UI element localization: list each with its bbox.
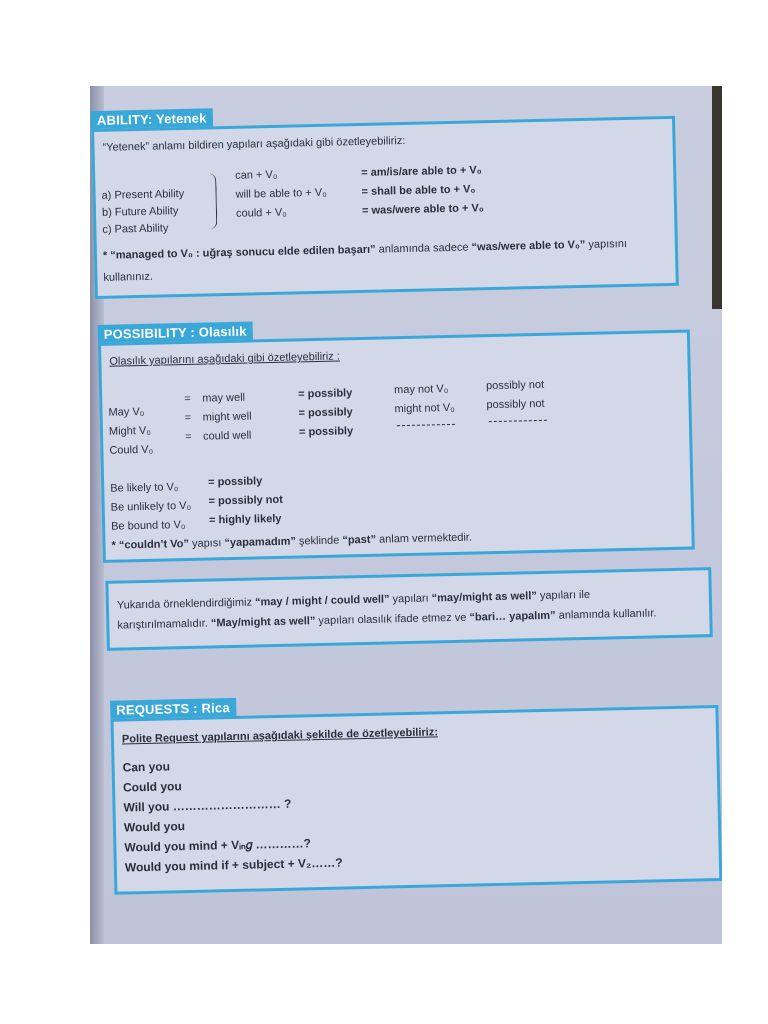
ability-intro: “Yetenek” anlamı bildiren yapıları aşağıdaki gibi özetleyebiliriz: [102,134,406,154]
ability-form: can + V₀ [235,168,278,182]
likely-form: Be likely to V₀ [110,481,179,495]
dashed-placeholder [489,420,547,422]
modal: Might V₀ [108,424,151,438]
page-photo [90,86,722,944]
likely-meaning: = highly likely [208,512,282,527]
ability-section-label: ABILITY: Yetenek [91,108,213,130]
note-emphasis: “may/might as well” [431,590,537,605]
note-text: anlamında kullanılır. [555,607,657,622]
note-emphasis: “may / might / could well” [254,593,390,609]
ability-note [103,238,627,262]
ability-equivalents [361,161,484,221]
ability-type: b) Future Ability [101,205,179,219]
possibility-negative-meanings [486,376,545,415]
modal: May V₀ [108,405,145,419]
modal: Could V₀ [109,443,154,457]
ability-note-line2: kullanınız. [103,270,154,284]
equals-sign: = [184,430,192,444]
request-form: Could you [122,779,182,795]
request-list [122,753,342,878]
ability-box [91,116,679,299]
ability-forms [235,165,327,224]
note-yapamadim: “yapamadım” [224,535,297,550]
well-form: could well [202,429,252,443]
note-past: “past” [342,533,377,547]
request-form: Would you mind + Vᵢₙ𝑔 …………? [124,836,312,855]
requests-box [110,705,722,895]
ability-note-rule: * “managed to V₀ : uğraş sonucu elde edilen başarı” [102,243,376,262]
dashed-placeholder [397,424,455,426]
ability-equivalent: = am/is/are able to + V₀ [361,164,482,179]
ability-equivalent: = shall be able to + V₀ [361,183,476,198]
possibility-well-forms [202,389,252,447]
might-as-well-line2 [117,607,656,631]
negative-meaning: possibly not [486,397,545,412]
requests-section-label: REQUESTS : Rica [110,698,236,720]
request-form: Would you [123,819,186,835]
possibility-modals [108,403,153,461]
note-couldnt: * “couldn’t Vo” [111,537,190,552]
meaning: = possibly [298,406,353,420]
note-text: karıştırılmamalıdır. [117,617,212,632]
ability-form: will be able to + V₀ [235,186,327,201]
well-form: might well [202,410,252,424]
possibility-negatives [394,380,455,419]
note-text: anlam vermektedir. [375,531,473,546]
possibility-equals [184,390,192,447]
likely-forms [110,478,192,537]
negative-form: might not V₀ [394,401,455,416]
ability-equivalent: = was/were able to + V₀ [361,202,484,217]
likely-meaning: = possibly not [208,493,283,508]
ability-type: a) Present Ability [101,187,185,202]
likely-meaning: = possibly [208,475,263,489]
might-as-well-line1 [117,589,590,612]
possibility-box [98,330,695,563]
note-emphasis: “May/might as well” [210,615,316,630]
note-text: şeklinde [295,534,343,548]
textbook-page [90,86,722,944]
note-text: yapıları olasılık ifade etmez ve [315,611,470,628]
note-text: Yukarıda örneklendirdiğimiz [116,596,256,612]
ability-type: c) Past Ability [102,222,169,236]
meaning: = possibly [298,387,353,401]
request-form: Would you mind if + subject + V₂……? [124,855,343,875]
ability-note-end: yapısını [585,237,628,251]
equals-sign: = [184,392,191,406]
note-text: yapısı [188,537,225,550]
possibility-section-label: POSSIBILITY : Olasılık [98,321,253,344]
well-form: may well [202,391,246,405]
negative-meaning: possibly not [485,378,545,393]
equals-sign: = [184,411,192,425]
negative-form: may not V₀ [393,383,449,397]
might-as-well-box [105,567,712,651]
ability-note-emphasis: “was/were able to V₀” [471,238,586,254]
ability-brace [207,173,217,229]
possibility-intro: Olasılık yapılarını aşağıdaki gibi özetleyebiliriz : [109,350,340,368]
ability-types [101,186,185,239]
likely-form: Be bound to V₀ [111,519,186,533]
ability-note-text: anlamında sadece [375,241,472,256]
note-text: yapıları ile [536,588,591,603]
request-form: Will you ……………………… ? [123,796,292,815]
likely-form: Be unlikely to V₀ [110,499,192,514]
requests-intro: Polite Request yapılarını aşağıdaki şekilde de özetleyebiliriz: [121,726,439,746]
request-form: Can you [122,759,171,775]
note-text: yapıları [389,592,432,606]
note-emphasis: “bari… yapalım” [469,609,556,624]
possibility-meanings [298,384,353,442]
likely-meanings [208,472,284,531]
meaning: = possibly [298,425,354,439]
ability-form: could + V₀ [235,206,287,220]
